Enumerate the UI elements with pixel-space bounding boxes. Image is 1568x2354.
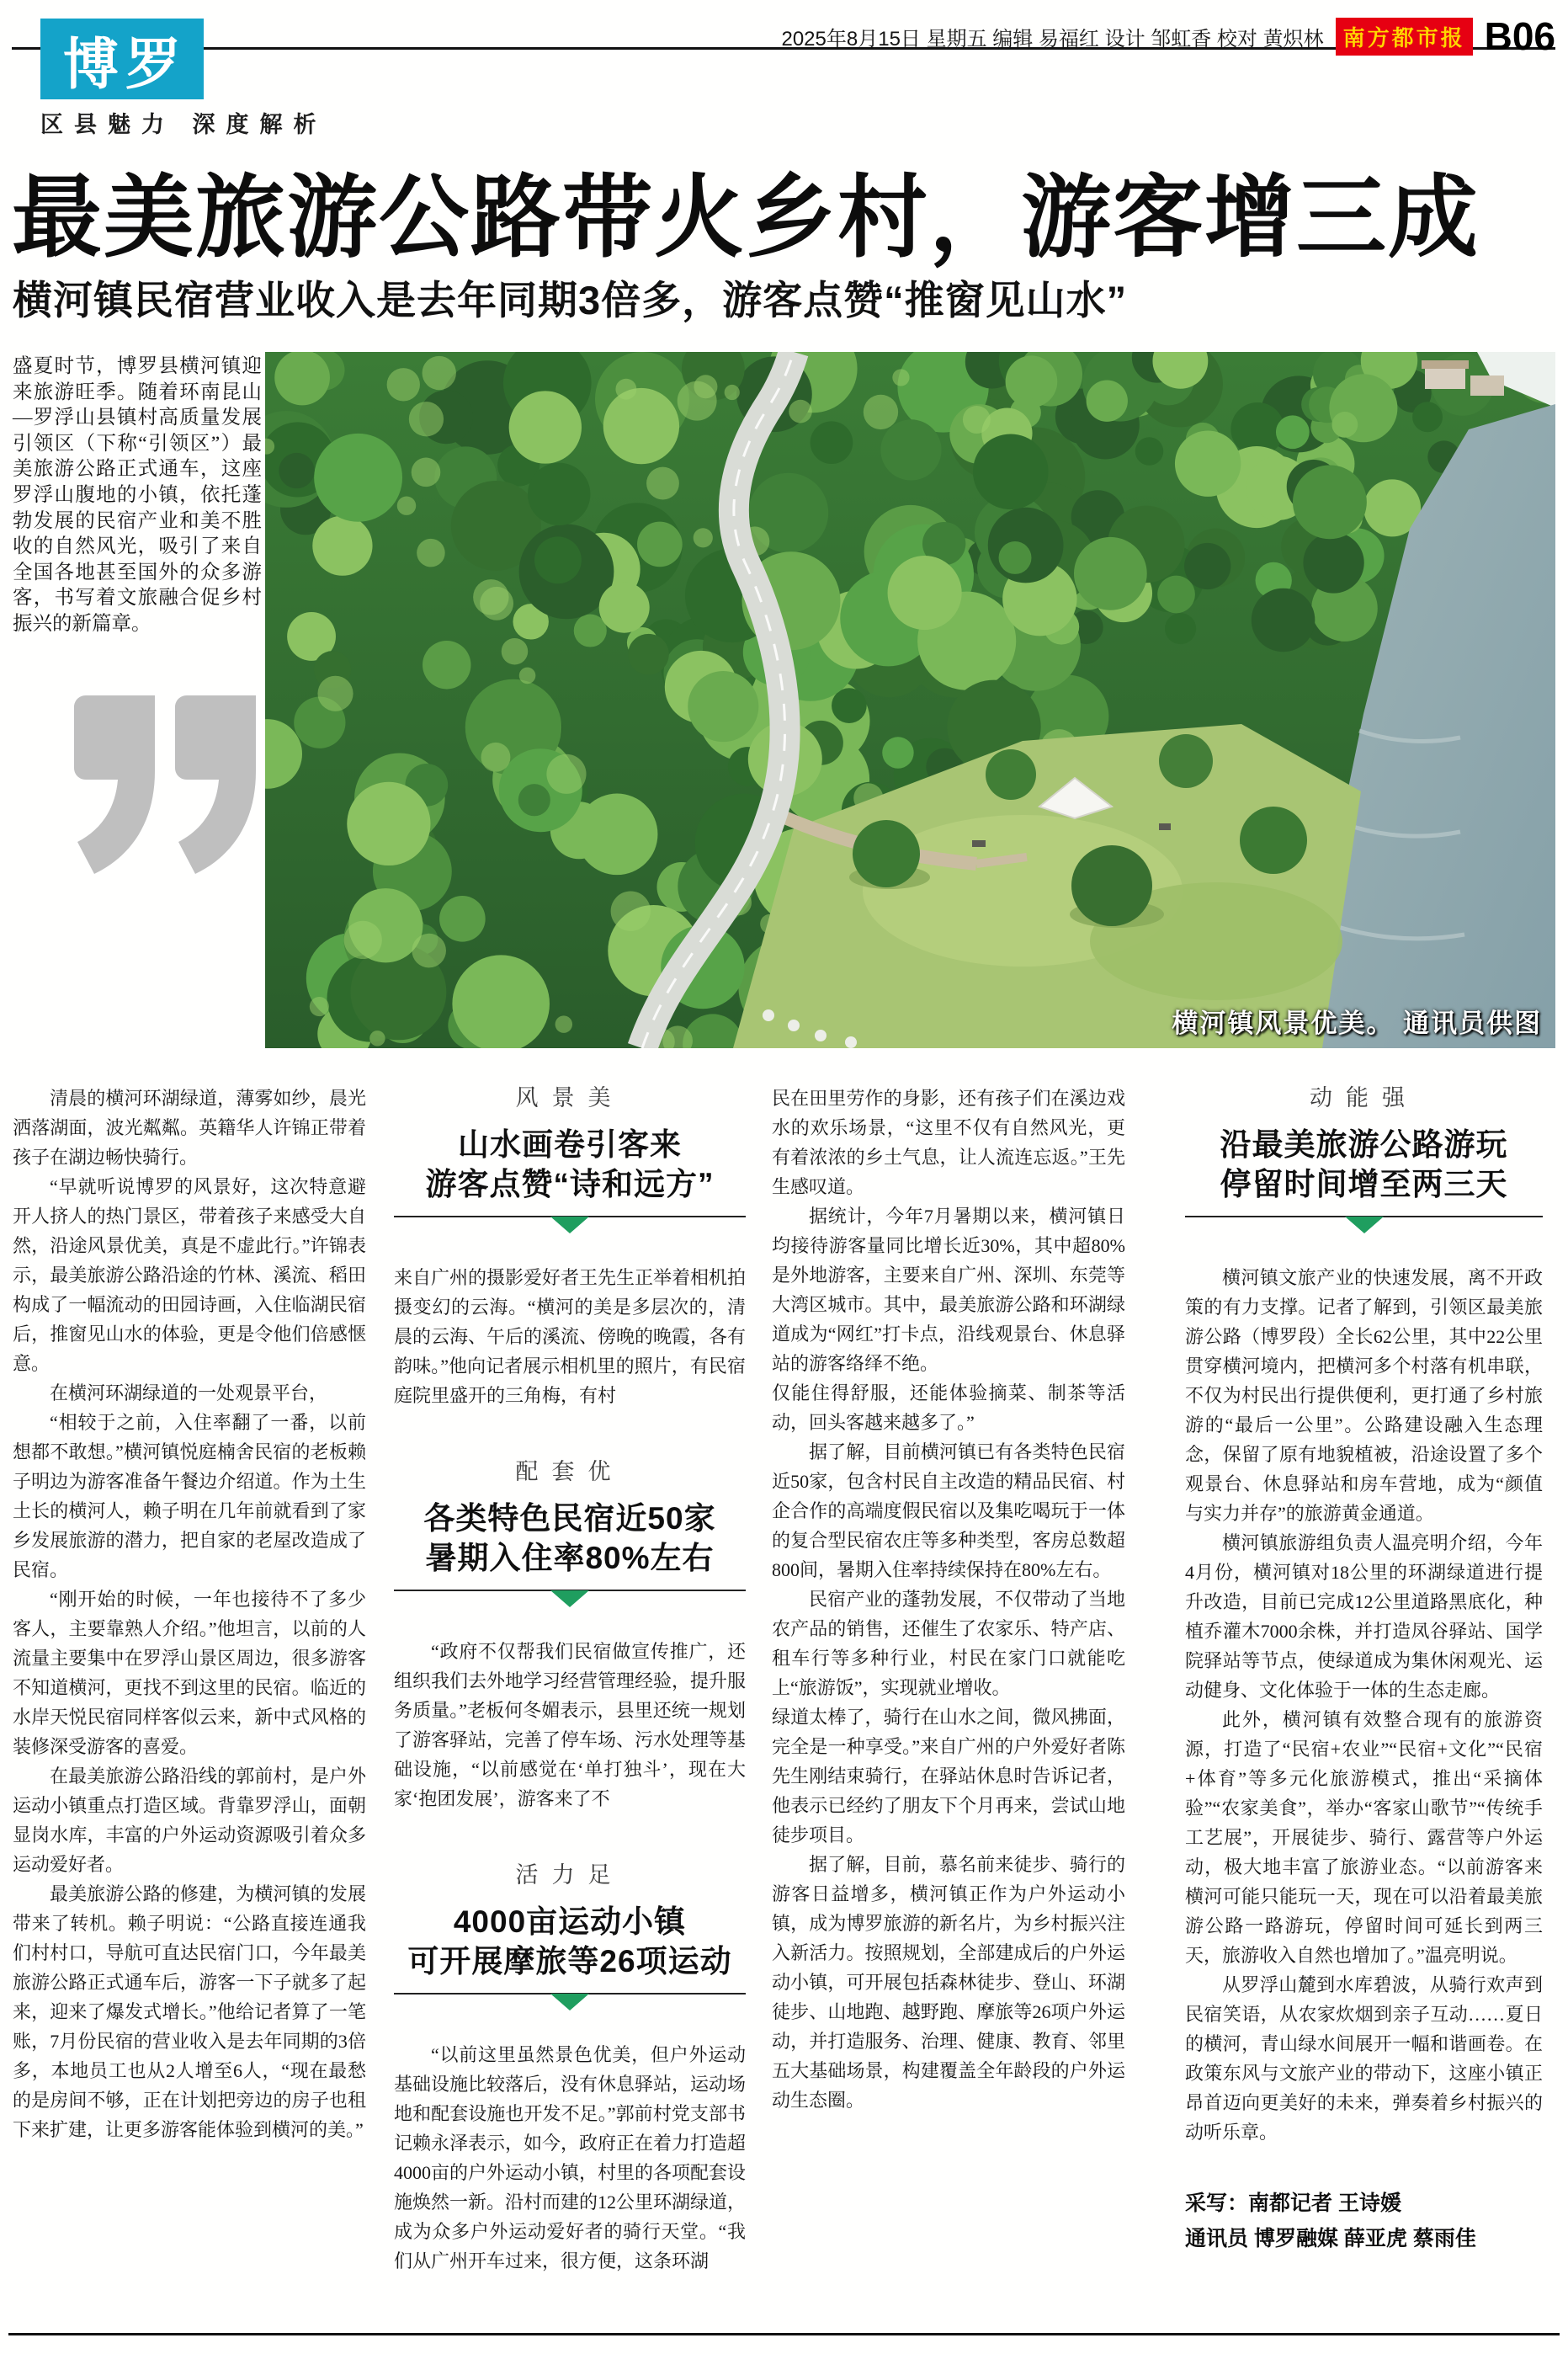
dateline: 2025年8月15日 星期五 编辑 易福红 设计 邹虹香 校对 黄炽林	[781, 27, 1324, 51]
section-divider-arrow-icon	[550, 1590, 589, 1607]
section-divider-arrow-icon	[550, 1217, 589, 1233]
subheadline: 横河镇民宿营业收入是去年同期3倍多，游客点赞“推窗见山水”	[13, 278, 1128, 322]
body-paragraph: 绿道太棒了，骑行在山水之间，微风拂面，完全是一种享受。”来自广州的户外爱好者陈先生刚结束骑行，在驿站休息时告诉记者，他表示已经约了朋友下个月再来，尝试山地徒步项目。	[772, 1707, 1125, 1845]
photo-caption: 横河镇风景优美。 通讯员供图	[1172, 1009, 1542, 1038]
aerial-photo	[265, 352, 1555, 1048]
masthead-region-box	[40, 19, 204, 99]
body-paragraph: 民宿产业的蓬勃发展，不仅带动了当地农产品的销售，还催生了农家乐、特产店、租车行等多种行业，村民在家门口就能吃上“旅游饭”，实现就业增收。	[772, 1589, 1125, 1698]
byline-correspondents: 通讯员 博罗融媒 薛亚虎 蔡雨佳	[1185, 2227, 1476, 2250]
masthead-slogan: 区县魅力 深度解析	[40, 112, 327, 137]
section-title-line: 停留时间增至两三天	[1220, 1167, 1508, 1201]
body-paragraph: 据了解，目前，慕名前来徒步、骑行的游客日益增多，横河镇正作为户外运动小镇，成为博罗旅游的新名片，为乡村振兴注入新活力。按照规划，全部建成后的户外运动小镇，可开展包括森林徒步、登山、环湖徒步、山地跑、越野跑、摩旅等26项户外运动，并打造服务、治理、健康、教育、邻里五大基础场景，构建覆盖全年龄段的户外运动生态圈。	[772, 1854, 1125, 2111]
section-tag: 配套优	[515, 1459, 625, 1484]
column-4	[1185, 1084, 1543, 2256]
section-divider	[394, 1216, 746, 1238]
section-divider-arrow-icon	[550, 1994, 589, 2010]
body-paragraph: 据统计，今年7月暑期以来，横河镇日均接待游客量同比增长近30%，其中超80%是外地游客，主要来自广州、深圳、东莞等大湾区城市。其中，最美旅游公路和环湖绿道成为“网红”打卡点，沿线观景台、休息驿站的游客络绎不绝。	[772, 1206, 1125, 1374]
body-paragraph: 从罗浮山麓到水库碧波，从骑行欢声到民宿笑语，从农家炊烟到亲子互动……夏日的横河，青山绿水间展开一幅和谐画卷。在政策东风与文旅产业的带动下，这座小镇正昂首迈向更美好的未来，弹奏着乡村振兴的动听乐章。	[1185, 1974, 1543, 2143]
section-title-line: 各类特色民宿近50家	[423, 1501, 716, 1536]
column-1	[13, 1084, 366, 2144]
section-title-line: 4000亩运动小镇	[453, 1904, 687, 1939]
section-tag: 风景美	[515, 1085, 625, 1110]
footer-rule	[8, 2333, 1560, 2335]
section-title-line: 可开展摩旅等26项运动	[407, 1944, 732, 1979]
byline-reporter: 采写：南都记者 王诗媛	[1185, 2192, 1401, 2215]
page-number: B06	[1484, 14, 1555, 58]
body-paragraph: “以前这里虽然景色优美，但户外运动基础设施比较落后，没有休息驿站，运动场地和配套设施也开发不足。”郭前村党支部书记赖永泽表示，如今，政府正在着力打造超4000亩的户外运动小镇，村里的各项配套设施焕然一新。沿村而建的12公里环湖绿道，成为众多户外运动爱好者的骑行天堂。“我们从广州开车过来，很方便，这条环湖	[394, 2044, 747, 2271]
body-paragraph: 横河镇文旅产业的快速发展，离不开政策的有力支撑。记者了解到，引领区最美旅游公路（博罗段）全长62公里，其中22公里贯穿横河境内，把横河多个村落有机串联，不仅为村民出行提供便利，更打通了乡村旅游的“最后一公里”。公路建设融入生态理念，保留了原有地貌植被，沿途设置了多个观景台、休息驿站和房车营地，成为“颜值与实力并存”的旅游黄金通道。	[1185, 1267, 1543, 1524]
column-3	[772, 1084, 1125, 2115]
section-title-line: 沿最美旅游公路游玩	[1220, 1127, 1508, 1162]
body-paragraph: 此外，横河镇有效整合现有的旅游资源，打造了“民宿+农业”“民宿+文化”“民宿+体育”等多元化旅游模式，推出“采摘体验”“农家美食”，举办“客家山歌节”“传统手工艺展”，开展徒步、骑行、露营等户外运动，极大地丰富了旅游业态。“以前游客来横河可能只能玩一天，现在可以沿着最美旅游公路一路游玩，停留时间可延长到两三天，旅游收入自然也增加了。”温亮明说。	[1185, 1709, 1543, 1966]
section-header-amenities	[394, 1457, 746, 1611]
section-title-line: 暑期入住率80%左右	[425, 1541, 715, 1575]
section-tag: 动能强	[1310, 1085, 1418, 1110]
section-header-vitality	[394, 1861, 746, 2015]
section-divider	[1185, 1216, 1543, 1238]
section-header-momentum	[1185, 1084, 1543, 1238]
paper-name-badge: 南方都市报	[1336, 18, 1473, 56]
masthead-region-label: 博罗	[63, 32, 188, 95]
section-divider	[394, 1590, 746, 1611]
body-paragraph: 在最美旅游公路沿线的郭前村，是户外运动小镇重点打造区域。背靠罗浮山，面朝显岗水库，丰富的户外运动资源吸引着众多运动爱好者。	[13, 1766, 366, 1875]
byline	[1185, 2186, 1543, 2256]
section-title-line: 山水画卷引客来	[458, 1127, 682, 1162]
body-paragraph: 仅能住得舒服，还能体验摘菜、制茶等活动，回头客越来越多了。”	[772, 1382, 1125, 1433]
lead-paragraph: 盛夏时节，博罗县横河镇迎来旅游旺季。随着环南昆山—罗浮山县镇村高质量发展引领区（下称“引领区”）最美旅游公路正式通车，这座罗浮山腹地的小镇，依托蓬勃发展的民宿产业和美不胜收的自然风光，吸引了来自全国各地甚至国外的众多游客，书写着文旅融合促乡村振兴的新篇章。	[13, 355, 262, 635]
page-title: 最美旅游公路带火乡村，游客增三成	[12, 167, 1480, 268]
section-divider	[394, 1993, 746, 2015]
section-header-scenery	[394, 1084, 746, 1238]
body-paragraph: 民在田里劳作的身影，还有孩子们在溪边戏水的欢乐场景，“这里不仅有自然风光，更有着浓浓的乡土气息，让人流连忘返。”王先生感叹道。	[772, 1088, 1125, 1197]
section-divider-arrow-icon	[1345, 1217, 1384, 1233]
body-paragraph: 最美旅游公路的修建，为横河镇的发展带来了转机。赖子明说：“公路直接连通我们村村口，导航可直达民宿门口，今年最美旅游公路正式通车后，游客一下子就多了起来，迎来了爆发式增长。”他给记者算了一笔账，7月份民宿的营业收入是去年同期的3倍多，本地员工也从2人增至6人，“现在最愁的是房间不够，正在计划把旁边的房子也租下来扩建，让更多游客能体验到横河的美。”	[13, 1883, 366, 2140]
dateline-row	[781, 13, 1555, 59]
body-paragraph: “政府不仅帮我们民宿做宣传推广，还组织我们去外地学习经营管理经验，提升服务质量。”老板何冬媚表示，县里还统一规划了游客驿站，完善了停车场、污水处理等基础设施，“以前感觉在‘单打独斗’，现在大家‘抱团发展’，游客来了不	[394, 1641, 747, 1809]
body-paragraph: “刚开始的时候，一年也接待不了多少客人，主要靠熟人介绍。”他坦言，以前的人流量主要集中在罗浮山景区周边，很多游客不知道横河，更找不到这里的民宿。临近的水岸天悦民宿同样客似云来，新中式风格的装修深受游客的喜爱。	[13, 1589, 366, 1757]
photo-illustration	[265, 352, 1555, 1048]
section-tag: 活力足	[515, 1862, 625, 1888]
body-paragraph: 横河镇旅游组负责人温亮明介绍，今年4月份，横河镇对18公里的环湖绿道进行提升改造，目前已完成12公里道路黑底化，种植乔灌木7000余株，并打造凤谷驿站、国学院驿站等节点，使绿道成为集休闲观光、运动健身、文化体验于一体的生态走廊。	[1185, 1532, 1543, 1701]
body-paragraph: 来自广州的摄影爱好者王先生正举着相机拍摄变幻的云海。“横河的美是多层次的，清晨的云海、午后的溪流、傍晚的晚霞，各有韵味。”他向记者展示相机里的照片，有民宿庭院里盛开的三角梅，有村	[394, 1267, 747, 1406]
quote-icon	[74, 695, 256, 880]
body-paragraph: 清晨的横河环湖绿道，薄雾如纱，晨光洒落湖面，波光粼粼。英籍华人许锦正带着孩子在湖边畅快骑行。	[13, 1088, 366, 1168]
column-2	[394, 1084, 746, 2276]
body-paragraph: 据了解，目前横河镇已有各类特色民宿近50家，包含村民自主改造的精品民宿、村企合作的高端度假民宿以及集吃喝玩于一体的复合型民宿农庄等多种类型，客房总数超800间，暑期入住率持续保持在80%左右。	[772, 1441, 1125, 1580]
body-paragraph: “相较于之前，入住率翻了一番，以前想都不敢想。”横河镇悦庭楠舍民宿的老板赖子明边为游客准备午餐边介绍道。作为土生土长的横河人，赖子明在几年前就看到了家乡发展旅游的潜力，把自家的老屋改造成了民宿。	[13, 1412, 366, 1580]
section-title-line: 游客点赞“诗和远方”	[425, 1167, 715, 1201]
body-paragraph: “早就听说博罗的风景好，这次特意避开人挤人的热门景区，带着孩子来感受大自然，沿途风景优美，真是不虚此行。”许锦表示，最美旅游公路沿途的竹林、溪流、稻田构成了一幅流动的田园诗画，入住临湖民宿后，推窗见山水的体验，更是令他们倍感惬意。	[13, 1176, 366, 1374]
body-paragraph: 在横河环湖绿道的一处观景平台，	[50, 1382, 328, 1403]
